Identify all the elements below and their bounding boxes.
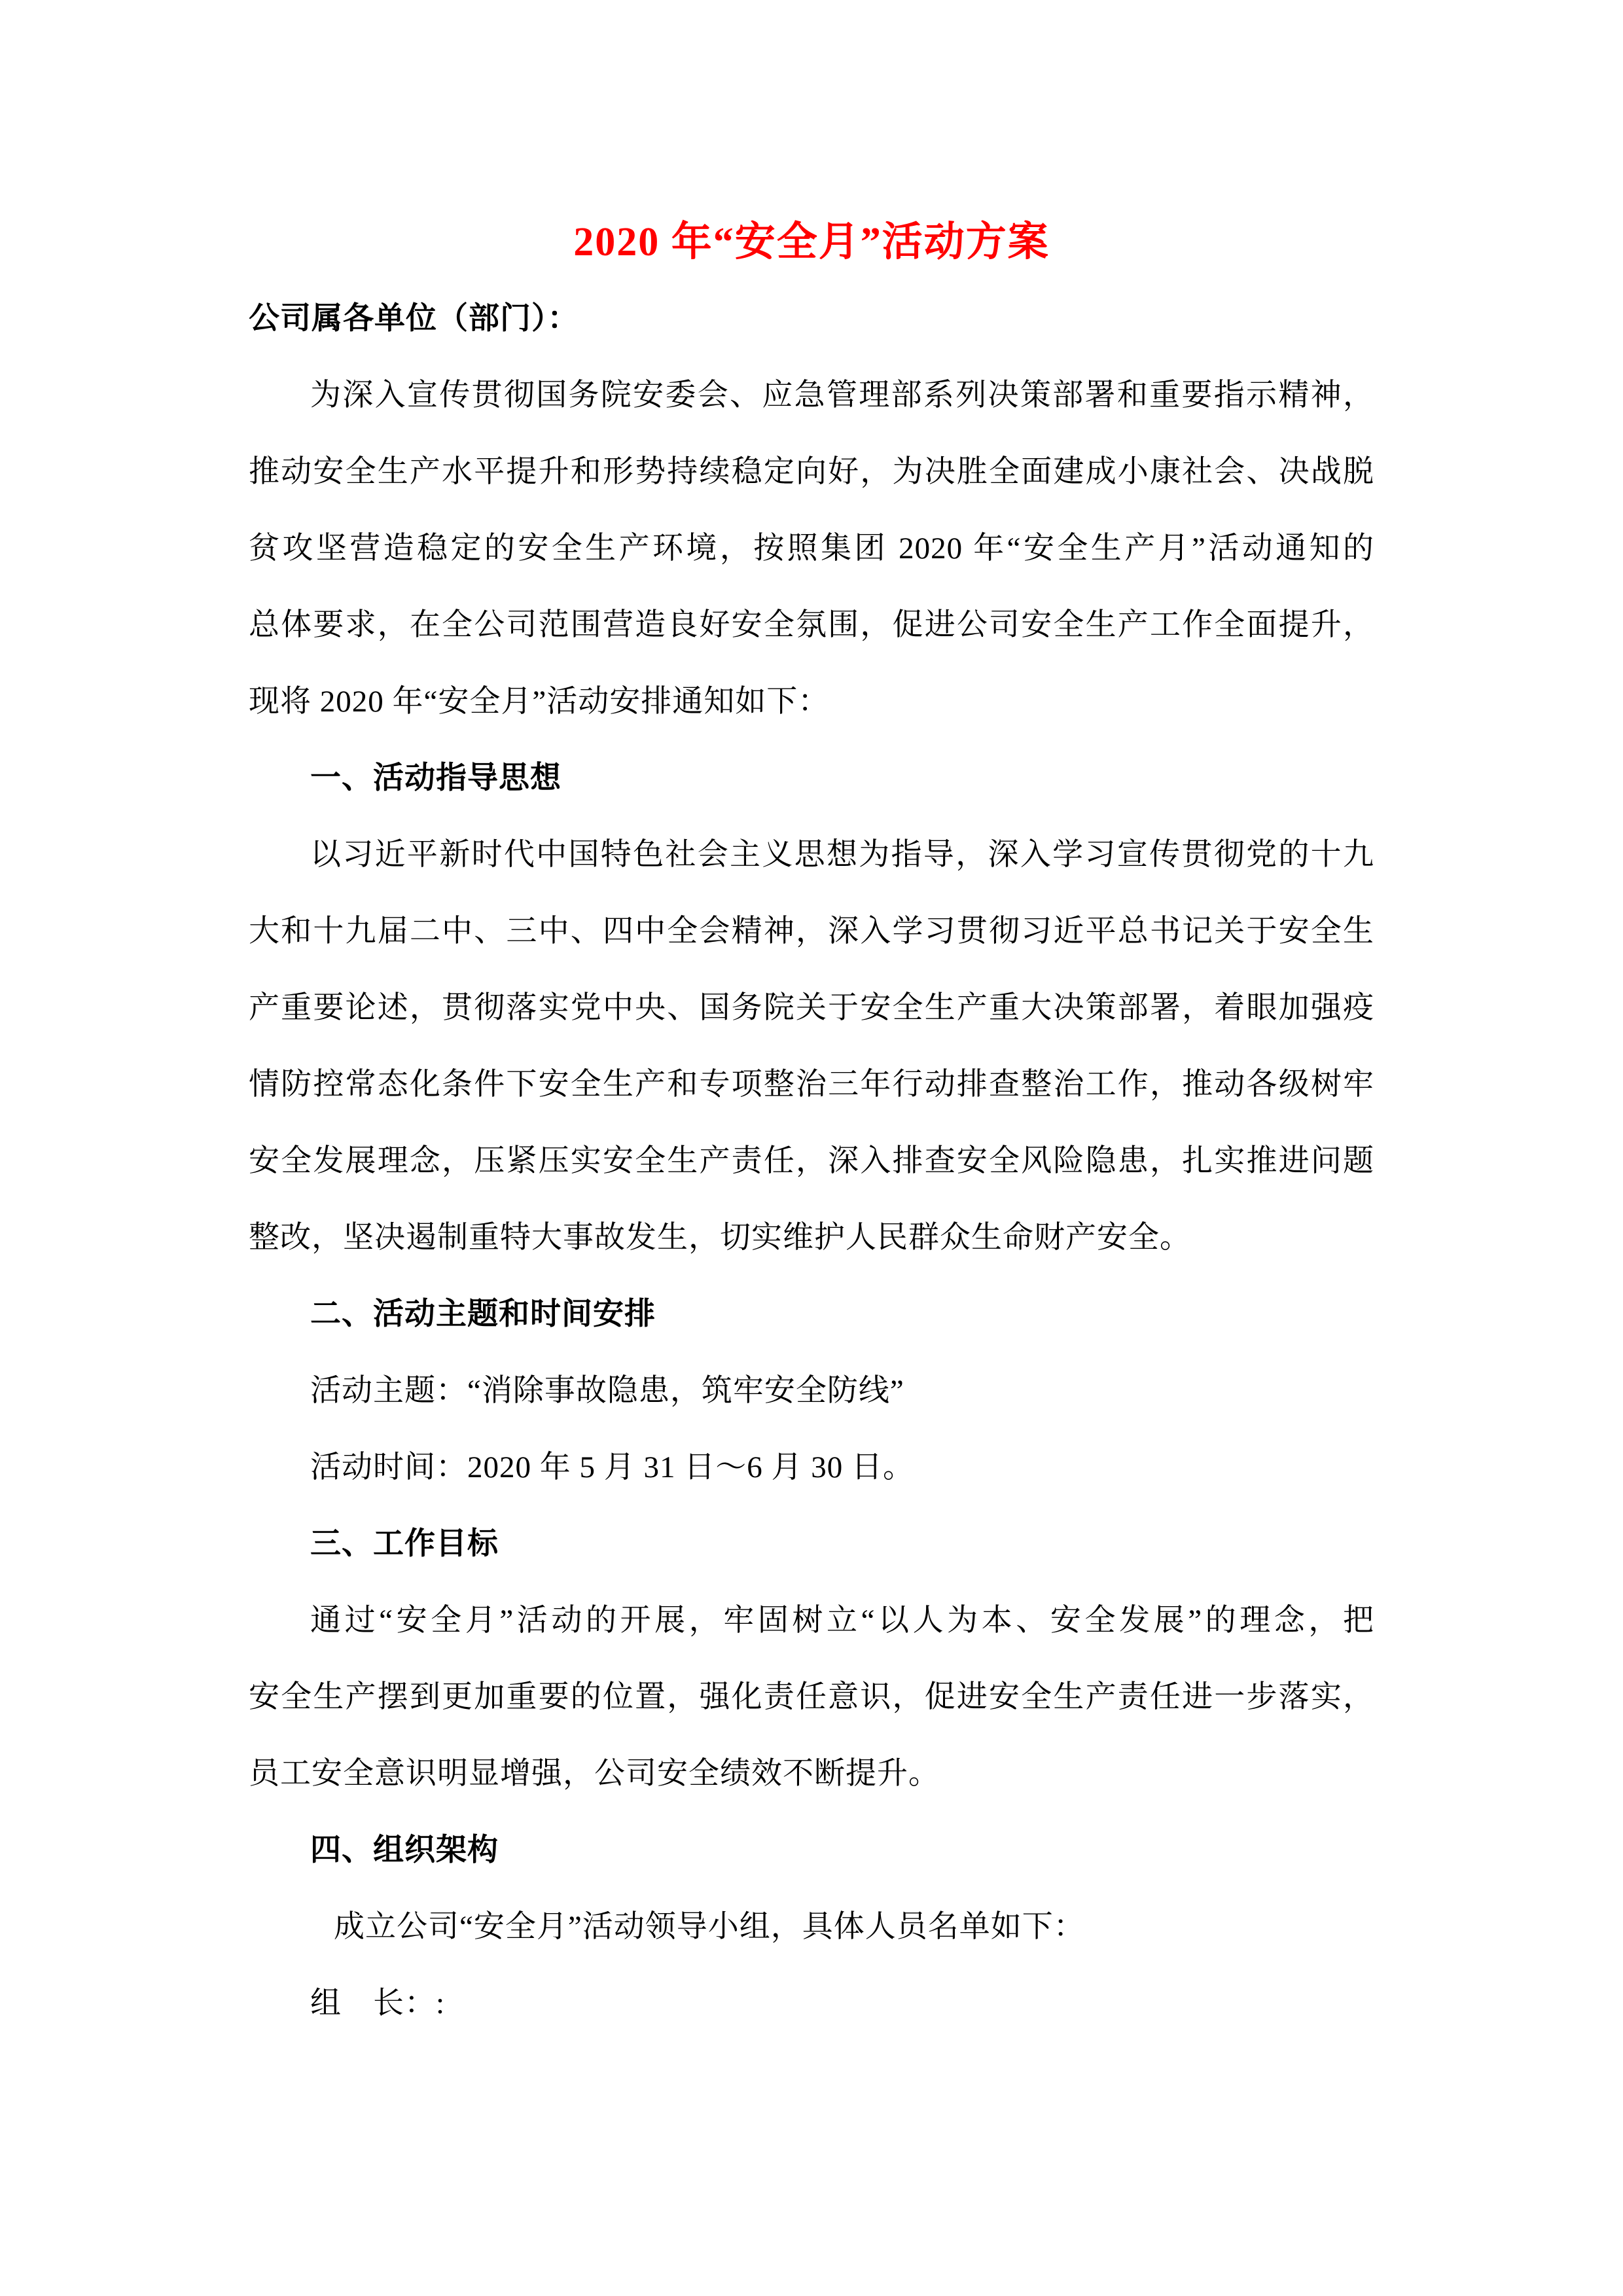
body-line: 安全发展理念，压紧压实安全生产责任，深入排查安全风险隐患，扎实推进问题: [249, 1144, 1374, 1178]
body-line: 组 长：:: [310, 1986, 446, 2020]
body-line: 安全生产摆到更加重要的位置，强化责任意识，促进安全生产责任进一步落实，: [249, 1680, 1374, 1714]
body-line: 现将 2020 年“安全月”活动安排通知如下：: [249, 685, 830, 719]
body-line: 产重要论述，贯彻落实党中央、国务院关于安全生产重大决策部署，着眼加强疫: [249, 991, 1374, 1025]
section-heading-2: 二、活动主题和时间安排: [310, 1297, 656, 1331]
body-line: 员工安全意识明显增强，公司安全绩效不断提升。: [249, 1757, 940, 1791]
body-line: 贫攻坚营造稳定的安全生产环境，按照集团 2020 年“安全生产月”活动通知的: [249, 531, 1374, 565]
body-line: 总体要求，在全公司范围营造良好安全氛围，促进公司安全生产工作全面提升，: [249, 608, 1374, 642]
body-line: 大和十九届二中、三中、四中全会精神，深入学习贯彻习近平总书记关于安全生: [249, 914, 1374, 948]
salutation-line: 公司属各单位（部门）：: [249, 302, 579, 336]
section-heading-1: 一、活动指导思想: [310, 761, 562, 795]
body-line: 活动主题：“消除事故隐患，筑牢安全防线”: [310, 1374, 904, 1408]
body-line: 为深入宣传贯彻国务院安委会、应急管理部系列决策部署和重要指示精神，: [310, 378, 1374, 412]
section-heading-4: 四、组织架构: [310, 1833, 499, 1867]
section-heading-3: 三、工作目标: [310, 1527, 499, 1561]
document-content: [249, 204, 1374, 2042]
body-line: 整改，坚决遏制重特大事故发生，切实维护人民群众生命财产安全。: [249, 1221, 1191, 1255]
body-line: 以习近平新时代中国特色社会主义思想为指导，深入学习宣传贯彻党的十九: [310, 838, 1374, 872]
body-line: 成立公司“安全月”活动领导小组，具体人员名单如下：: [334, 1910, 1085, 1944]
body-line: 活动时间：2020 年 5 月 31 日～6 月 30 日。: [310, 1450, 914, 1484]
body-line: 推动安全生产水平提升和形势持续稳定向好，为决胜全面建成小康社会、决战脱: [249, 455, 1374, 489]
document-title: 2020 年“安全月”活动方案: [573, 220, 1050, 264]
body-line: 情防控常态化条件下安全生产和专项整治三年行动排查整治工作，推动各级树牢: [249, 1067, 1374, 1102]
body-line: 通过“安全月”活动的开展，牢固树立“以人为本、安全发展”的理念，把: [310, 1604, 1374, 1638]
